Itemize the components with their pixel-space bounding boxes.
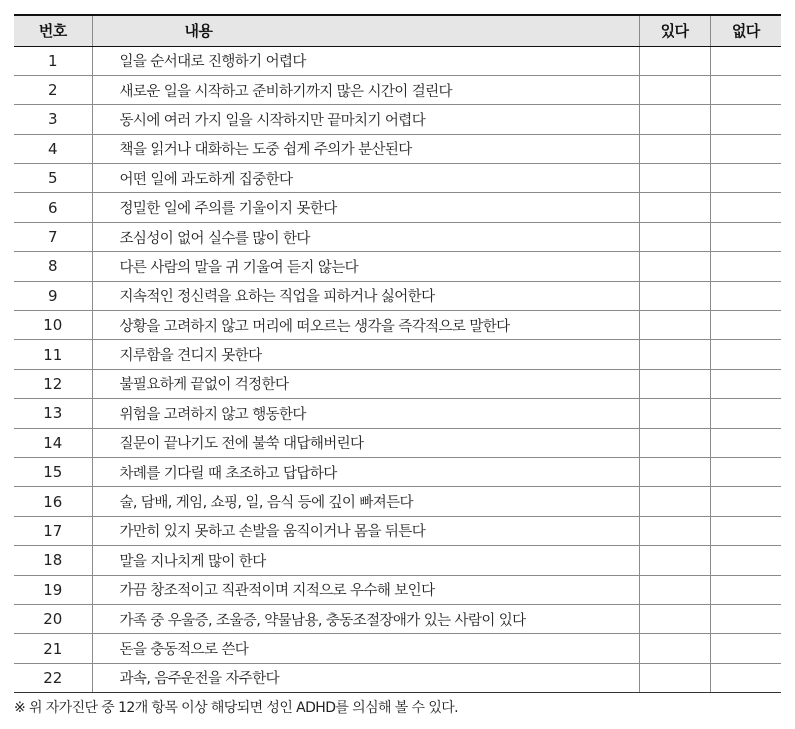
checklist-table-container: [14, 14, 781, 693]
row-content: 책을 읽거나 대화하는 도중 쉽게 주의가 분산된다: [92, 134, 639, 163]
table-row: [14, 575, 781, 604]
no-checkbox-cell[interactable]: [710, 604, 781, 633]
no-checkbox-cell[interactable]: [710, 340, 781, 369]
yes-checkbox-cell[interactable]: [639, 634, 710, 663]
table-row: [14, 222, 781, 251]
row-content: 새로운 일을 시작하고 준비하기까지 많은 시간이 걸린다: [92, 75, 639, 104]
row-content: 일을 순서대로 진행하기 어렵다: [92, 46, 639, 75]
row-content: 조심성이 없어 실수를 많이 한다: [92, 222, 639, 251]
row-number: 7: [14, 222, 92, 251]
table-row: [14, 75, 781, 104]
no-checkbox-cell[interactable]: [710, 281, 781, 310]
yes-checkbox-cell[interactable]: [639, 516, 710, 545]
yes-checkbox-cell[interactable]: [639, 134, 710, 163]
yes-checkbox-cell[interactable]: [639, 487, 710, 516]
yes-checkbox-cell[interactable]: [639, 311, 710, 340]
row-number: 21: [14, 634, 92, 663]
no-checkbox-cell[interactable]: [710, 193, 781, 222]
no-checkbox-cell[interactable]: [710, 252, 781, 281]
table-row: [14, 634, 781, 663]
no-checkbox-cell[interactable]: [710, 428, 781, 457]
no-checkbox-cell[interactable]: [710, 75, 781, 104]
row-number: 13: [14, 399, 92, 428]
yes-checkbox-cell[interactable]: [639, 428, 710, 457]
row-content: 상황을 고려하지 않고 머리에 떠오르는 생각을 즉각적으로 말한다: [92, 311, 639, 340]
table-row: [14, 134, 781, 163]
table-row: [14, 546, 781, 575]
row-content: 정밀한 일에 주의를 기울이지 못한다: [92, 193, 639, 222]
row-content: 말을 지나치게 많이 한다: [92, 546, 639, 575]
row-number: 11: [14, 340, 92, 369]
row-number: 22: [14, 663, 92, 692]
table-row: [14, 399, 781, 428]
no-checkbox-cell[interactable]: [710, 516, 781, 545]
row-content: 동시에 여러 가지 일을 시작하지만 끝마치기 어렵다: [92, 105, 639, 134]
yes-checkbox-cell[interactable]: [639, 663, 710, 692]
row-number: 10: [14, 311, 92, 340]
row-number: 1: [14, 46, 92, 75]
yes-checkbox-cell[interactable]: [639, 604, 710, 633]
yes-checkbox-cell[interactable]: [639, 399, 710, 428]
row-number: 14: [14, 428, 92, 457]
row-content: 가끔 창조적이고 직관적이며 지적으로 우수해 보인다: [92, 575, 639, 604]
row-number: 5: [14, 164, 92, 193]
table-row: [14, 46, 781, 75]
table-row: [14, 281, 781, 310]
table-row: [14, 369, 781, 398]
header-content: 내용: [92, 15, 639, 46]
table-row: [14, 457, 781, 486]
row-number: 17: [14, 516, 92, 545]
row-content: 어떤 일에 과도하게 집중한다: [92, 164, 639, 193]
table-row: [14, 516, 781, 545]
yes-checkbox-cell[interactable]: [639, 457, 710, 486]
table-row: [14, 663, 781, 692]
no-checkbox-cell[interactable]: [710, 575, 781, 604]
row-content: 위험을 고려하지 않고 행동한다: [92, 399, 639, 428]
table-row: [14, 105, 781, 134]
header-no: 없다: [710, 15, 781, 46]
table-body: [14, 46, 781, 693]
row-content: 과속, 음주운전을 자주한다: [92, 663, 639, 692]
row-content: 다른 사람의 말을 귀 기울여 듣지 않는다: [92, 252, 639, 281]
row-number: 4: [14, 134, 92, 163]
row-number: 3: [14, 105, 92, 134]
no-checkbox-cell[interactable]: [710, 46, 781, 75]
no-checkbox-cell[interactable]: [710, 311, 781, 340]
row-number: 6: [14, 193, 92, 222]
yes-checkbox-cell[interactable]: [639, 546, 710, 575]
row-number: 8: [14, 252, 92, 281]
no-checkbox-cell[interactable]: [710, 164, 781, 193]
no-checkbox-cell[interactable]: [710, 134, 781, 163]
table-row: [14, 311, 781, 340]
table-row: [14, 487, 781, 516]
no-checkbox-cell[interactable]: [710, 399, 781, 428]
yes-checkbox-cell[interactable]: [639, 369, 710, 398]
no-checkbox-cell[interactable]: [710, 369, 781, 398]
row-content: 질문이 끝나기도 전에 불쑥 대답해버린다: [92, 428, 639, 457]
row-number: 2: [14, 75, 92, 104]
row-content: 가만히 있지 못하고 손발을 움직이거나 몸을 뒤튼다: [92, 516, 639, 545]
table-header-row: [14, 15, 781, 46]
adhd-checklist-table: [14, 14, 781, 693]
yes-checkbox-cell[interactable]: [639, 75, 710, 104]
yes-checkbox-cell[interactable]: [639, 575, 710, 604]
no-checkbox-cell[interactable]: [710, 546, 781, 575]
row-content: 지속적인 정신력을 요하는 직업을 피하거나 싫어한다: [92, 281, 639, 310]
no-checkbox-cell[interactable]: [710, 634, 781, 663]
row-content: 가족 중 우울증, 조울증, 약물남용, 충동조절장애가 있는 사람이 있다: [92, 604, 639, 633]
yes-checkbox-cell[interactable]: [639, 46, 710, 75]
no-checkbox-cell[interactable]: [710, 105, 781, 134]
yes-checkbox-cell[interactable]: [639, 281, 710, 310]
row-number: 12: [14, 369, 92, 398]
yes-checkbox-cell[interactable]: [639, 252, 710, 281]
yes-checkbox-cell[interactable]: [639, 164, 710, 193]
no-checkbox-cell[interactable]: [710, 487, 781, 516]
table-row: [14, 164, 781, 193]
no-checkbox-cell[interactable]: [710, 663, 781, 692]
row-number: 16: [14, 487, 92, 516]
yes-checkbox-cell[interactable]: [639, 222, 710, 251]
yes-checkbox-cell[interactable]: [639, 193, 710, 222]
row-number: 18: [14, 546, 92, 575]
table-row: [14, 193, 781, 222]
yes-checkbox-cell[interactable]: [639, 340, 710, 369]
header-number: 번호: [14, 15, 92, 46]
table-row: [14, 340, 781, 369]
no-checkbox-cell[interactable]: [710, 222, 781, 251]
header-yes: 있다: [639, 15, 710, 46]
row-number: 19: [14, 575, 92, 604]
footnote: ※ 위 자가진단 중 12개 항목 이상 해당되면 성인 ADHD를 의심해 볼 수 있다.: [14, 700, 459, 716]
row-content: 술, 담배, 게임, 쇼핑, 일, 음식 등에 깊이 빠져든다: [92, 487, 639, 516]
row-content: 지루함을 견디지 못한다: [92, 340, 639, 369]
no-checkbox-cell[interactable]: [710, 457, 781, 486]
row-content: 돈을 충동적으로 쓴다: [92, 634, 639, 663]
row-content: 불필요하게 끝없이 걱정한다: [92, 369, 639, 398]
yes-checkbox-cell[interactable]: [639, 105, 710, 134]
row-content: 차례를 기다릴 때 초조하고 답답하다: [92, 457, 639, 486]
table-row: [14, 252, 781, 281]
row-number: 15: [14, 457, 92, 486]
row-number: 9: [14, 281, 92, 310]
table-row: [14, 428, 781, 457]
row-number: 20: [14, 604, 92, 633]
table-row: [14, 604, 781, 633]
